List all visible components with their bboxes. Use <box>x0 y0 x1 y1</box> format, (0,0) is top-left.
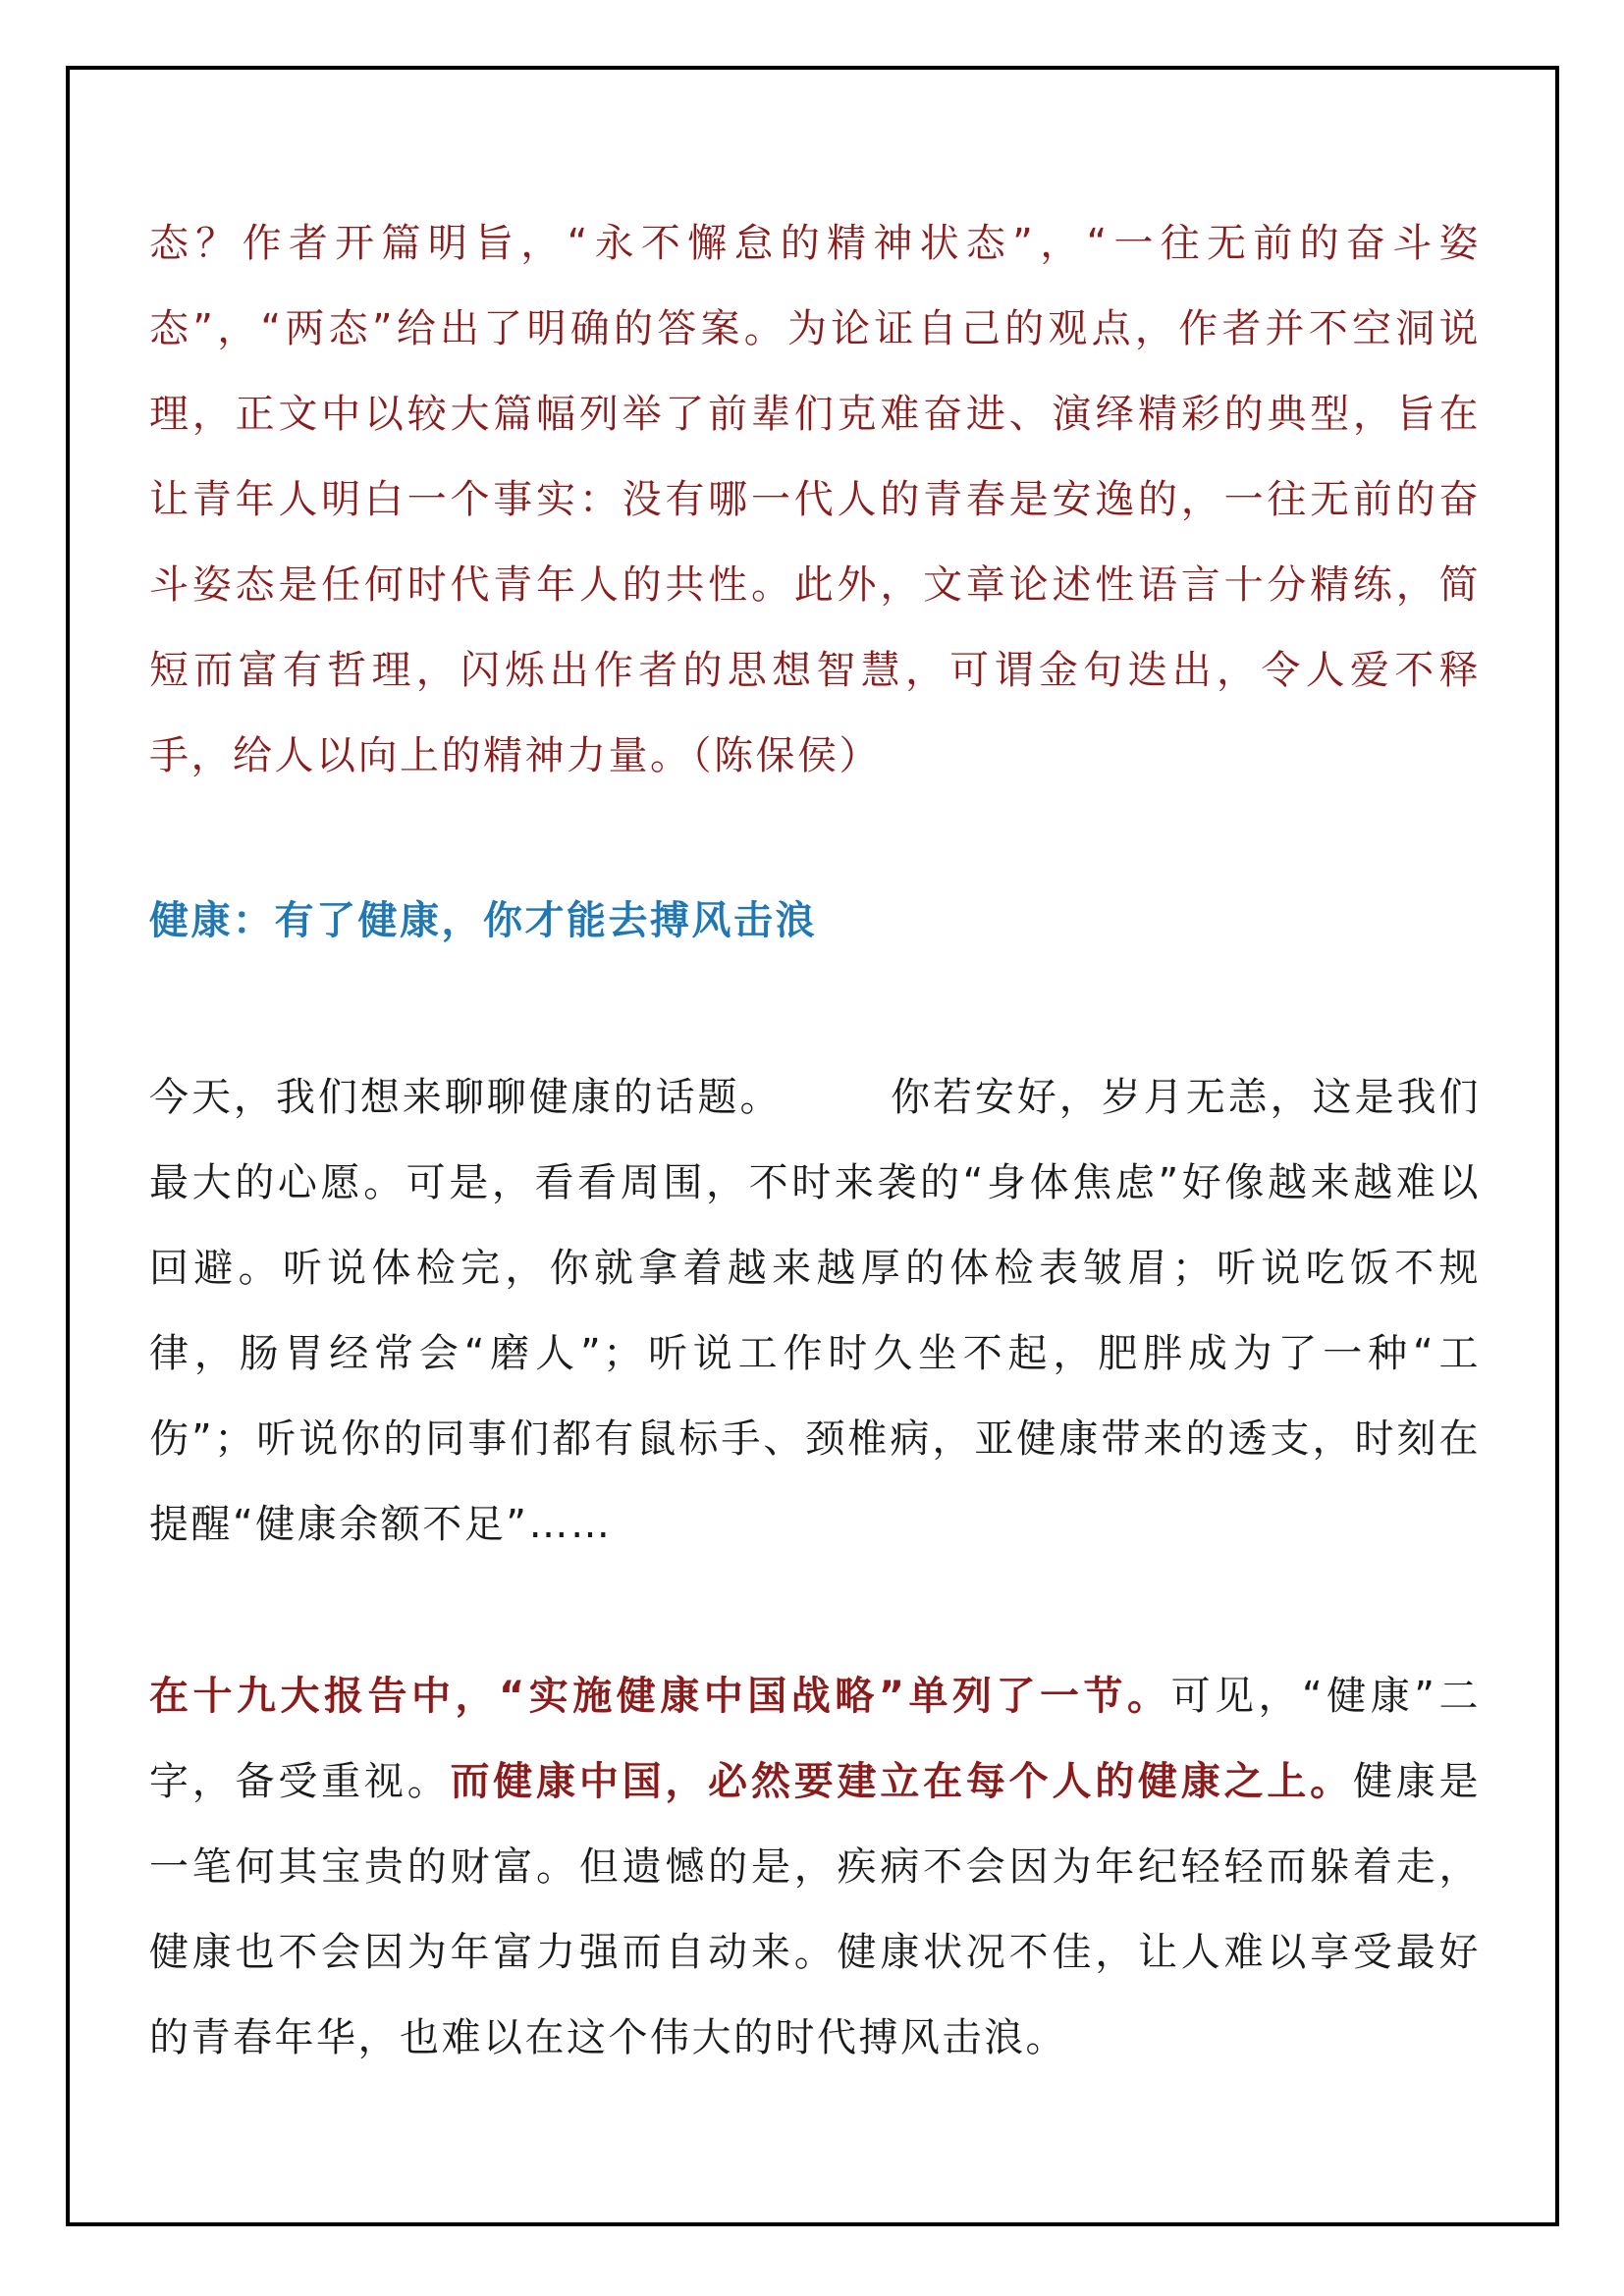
intro-paragraph <box>149 1055 1481 1568</box>
section-heading: 健康：有了健康，你才能去搏风击浪 <box>149 898 817 943</box>
health-china-paragraph <box>149 1654 1481 2081</box>
emphasis-health-china: 而健康中国，必然要建立在每个人的健康之上。 <box>450 1759 1353 1804</box>
review-paragraph: 态？作者开篇明旨，“永不懈怠的精神状态”，“一往无前的奋斗姿态”，“两态”给出了明确的答案。为论证自己的观点，作者并不空洞说理，正文中以较大篇幅列举了前辈们克难奋进、演绎精彩的典型，旨在让青年人明白一个事实：没有哪一代人的青春是安逸的，一往无前的奋斗姿态是任何时代青年人的共性。此外，文章论述性语言十分精练，简短而富有哲理，闪烁出作者的思想智慧，可谓金句迭出，令人爱不释手，给人以向上的精神力量。（陈保侯） <box>149 221 1481 778</box>
intro-lead: 今天，我们想来聊聊健康的话题。 <box>149 1075 783 1120</box>
emphasis-report: 在十九大报告中，“实施健康中国战略”单列了一节。 <box>149 1674 1171 1719</box>
text-wealth: 健康是一笔何其宝贵的财富。但遗憾的是，疾病不会因为年纪轻轻而躲着走，健康也不会因为年富力强而自动来。健康状况不佳，让人难以享受最好的青春年华，也难以在这个伟大的时代搏风击浪。 <box>149 1759 1482 2060</box>
text-attention: 可见，“健康”二字，备受重视。 <box>149 1674 1482 1804</box>
intro-body: 你若安好，岁月无恙，这是我们最大的心愿。可是，看看周围，不时来袭的“身体焦虑”好像越来越难以回避。听说体检完，你就拿着越来越厚的体检表皱眉；听说吃饭不规律，肠胃经常会“磨人”；听说工作时久坐不起，肥胖成为了一种“工伤”；听说你的同事们都有鼠标手、颈椎病，亚健康带来的透支，时刻在提醒“健康余额不足”…… <box>149 1075 1482 1547</box>
